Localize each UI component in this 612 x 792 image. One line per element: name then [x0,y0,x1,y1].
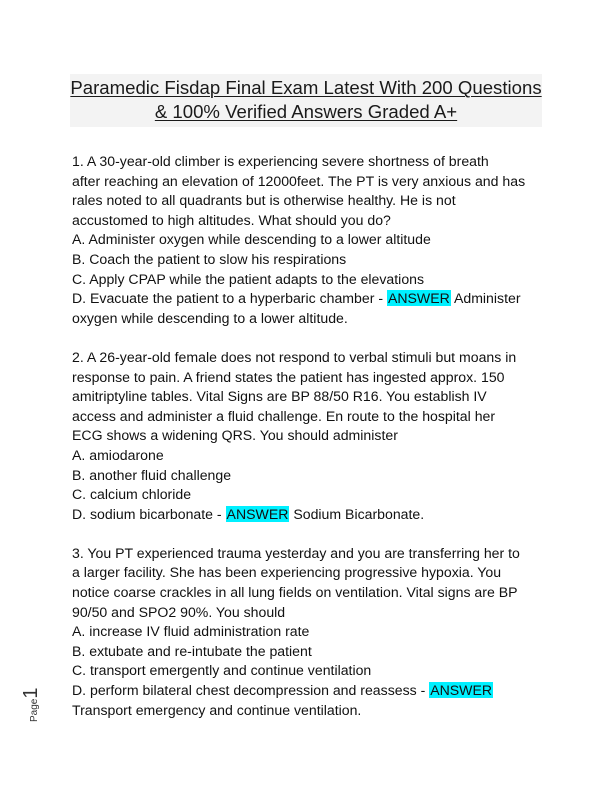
answer-text-continuation: Transport emergency and continue ventilation. [72,701,362,718]
answer-text: Sodium Bicarbonate. [289,505,425,522]
answer-option-a: A. amiodarone [72,446,164,463]
answer-option-c: C. transport emergently and continue ventilation [72,662,372,679]
answer-option-b: B. another fluid challenge [72,466,232,483]
question-stem-line: amitriptyline tables. Vital Signs are BP 88/50 R16. You establish IV [72,388,487,405]
answer-highlight-tag: ANSWER [387,290,450,307]
question-stem-line: access and administer a fluid challenge. En route to the hospital her [72,407,496,424]
question-stem-line: notice coarse crackles in all lung fields on ventilation. Vital signs are BP [72,584,518,601]
page-number: 1 [20,687,42,699]
page-number-label [20,680,50,730]
document-title [70,74,542,127]
question-stem-line: 2. A 26-year-old female does not respond to verbal stimuli but moans in [72,348,517,365]
answer-option-d [72,289,544,309]
answer-option-c: C. calcium chloride [72,486,192,503]
answer-text-continuation: oxygen while descending to a lower altitude. [72,309,348,326]
question-stem-line: 1. A 30-year-old climber is experiencing severe shortness of breath [72,153,489,169]
question-stem-line: rales noted to all quadrants but is otherwise healthy. He is not [72,192,456,209]
question-stem-line: a larger facility. She has been experiencing progressive hypoxia. You [72,564,502,581]
answer-text: Administer [450,290,521,307]
answer-highlight-tag: ANSWER [226,505,289,522]
answer-option-b: B. Coach the patient to slow his respirations [72,250,347,267]
question-1 [72,152,544,328]
answer-option-b: B. extubate and re-intubate the patient [72,642,312,659]
answer-option-d [72,681,544,701]
answer-option-a: A. Administer oxygen while descending to a lower altitude [72,231,431,248]
question-stem-line: accustomed to high altitudes. What should you do? [72,211,391,228]
answer-highlight-tag: ANSWER [430,682,493,699]
answer-option-a: A. increase IV fluid administration rate [72,623,310,640]
option-d-text: D. sodium bicarbonate - [72,505,226,522]
question-stem-line: response to pain. A friend states the patient has ingested approx. 150 [72,368,505,385]
question-stem-line: ECG shows a widening QRS. You should administer [72,427,398,444]
title-line-2: & 100% Verified Answers Graded A+ [154,101,458,122]
question-2 [72,348,544,524]
question-stem-line: 90/50 and SPO2 90%. You should [72,603,286,620]
page-number-rotated [20,688,43,722]
answer-option-c: C. Apply CPAP while the patient adapts to the elevations [72,270,425,287]
document-body [72,152,544,740]
title-line-1: Paramedic Fisdap Final Exam Latest With 200 Questions [70,77,542,98]
page-word: Page [29,698,40,722]
question-stem-line: 3. You PT experienced trauma yesterday and you are transferring her to [72,544,520,561]
question-3 [72,544,544,720]
option-d-text: D. perform bilateral chest decompression and reassess - [72,682,430,699]
question-stem-line: after reaching an elevation of 12000feet. The PT is very anxious and has [72,172,526,189]
answer-option-d [72,505,544,525]
option-d-text: D. Evacuate the patient to a hyperbaric chamber - [72,290,387,307]
